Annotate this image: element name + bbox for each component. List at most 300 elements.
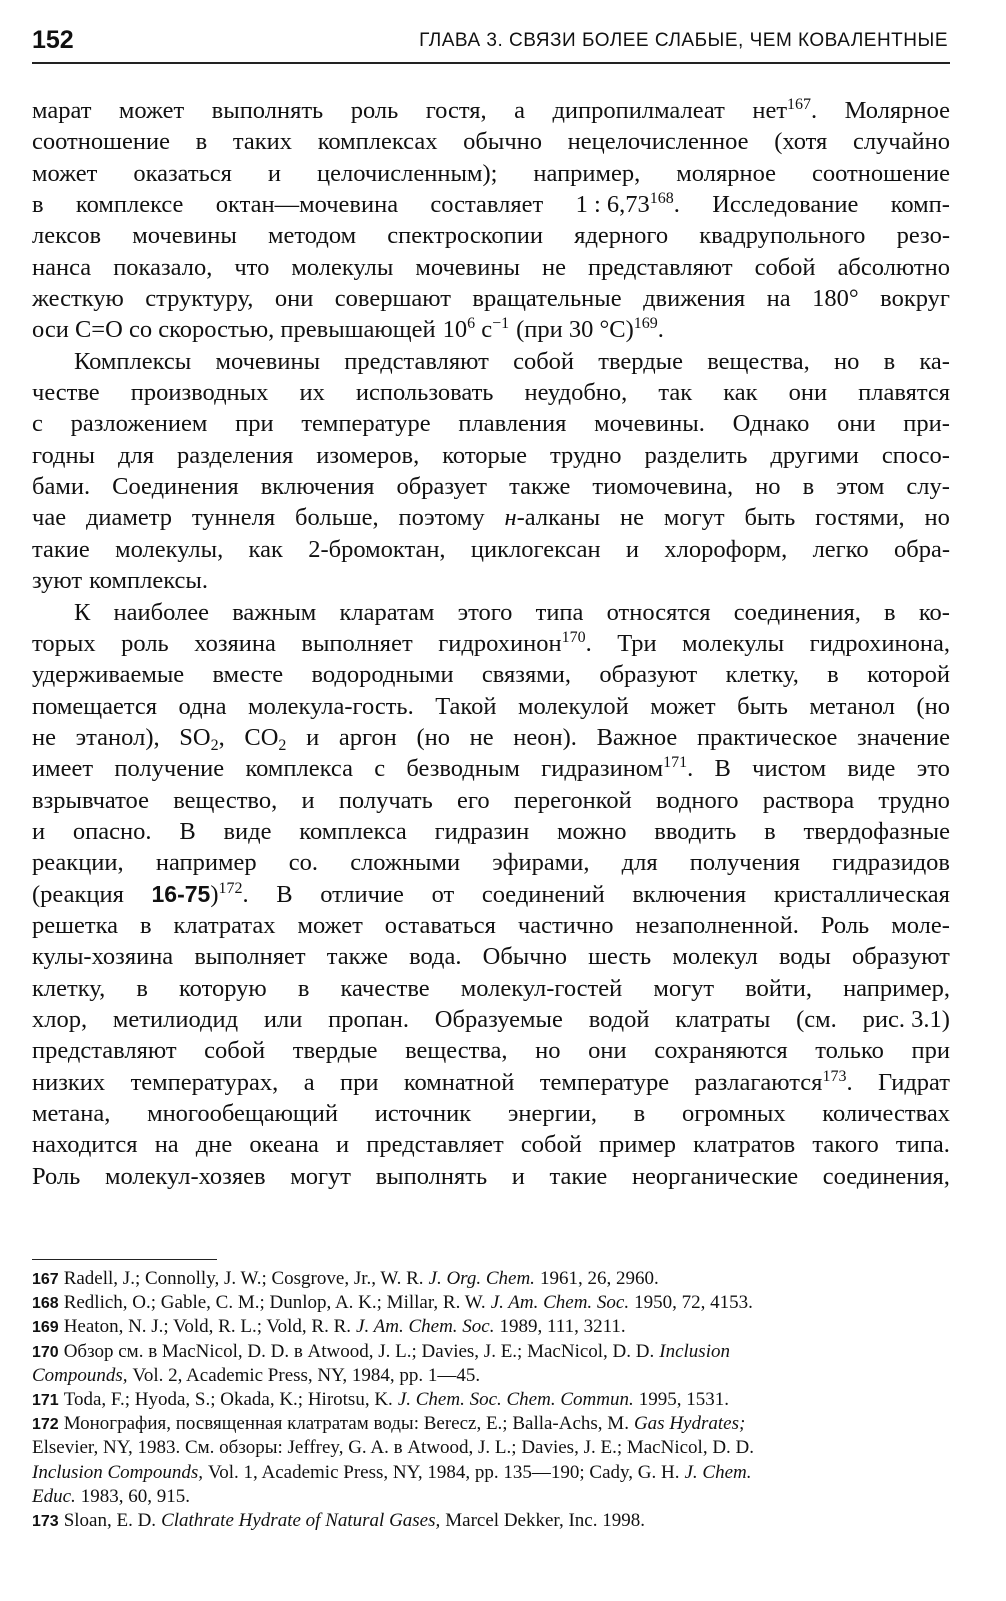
word: дипропилмалеат bbox=[552, 97, 725, 124]
power-span: $10^6$ $с^{-1}$ bbox=[442, 315, 510, 344]
word: клетку, bbox=[725, 661, 799, 689]
word: виде bbox=[223, 817, 272, 845]
word: (но bbox=[416, 723, 450, 751]
footnote-ref: 170 bbox=[561, 628, 586, 646]
word: включения bbox=[260, 473, 375, 501]
word: разделить bbox=[644, 441, 748, 469]
footnote-170-cont: Compounds, Vol. 2, Academic Press, NY, 1984, pp. 1—45. bbox=[32, 1364, 481, 1386]
word: такого bbox=[812, 1131, 879, 1159]
word: выполняет bbox=[194, 943, 306, 971]
condition-span: (при 30 °C)$^{169}$. bbox=[516, 315, 664, 344]
word: и bbox=[306, 723, 320, 751]
footnote-173: 173 Sloan, E. D. Clathrate Hydrate of Natural Gases, Marcel Dekker, Inc. 1998. bbox=[32, 1509, 645, 1531]
word: вода. bbox=[409, 943, 462, 971]
word: роль bbox=[121, 629, 169, 657]
word: они bbox=[588, 1037, 627, 1065]
word: оставаться bbox=[384, 911, 496, 939]
word: представляет bbox=[366, 1131, 504, 1159]
text-line bbox=[32, 252, 950, 283]
word: включения bbox=[632, 880, 747, 908]
word: удерживаемые bbox=[32, 661, 185, 689]
word: в bbox=[802, 473, 815, 501]
word: неудобно, bbox=[524, 379, 628, 407]
word: представляют bbox=[32, 1037, 177, 1065]
word: поэтому bbox=[398, 504, 485, 532]
word: или bbox=[263, 1005, 303, 1033]
word: чистом bbox=[752, 755, 827, 783]
word: мочевины bbox=[415, 253, 520, 281]
text-line bbox=[32, 220, 950, 251]
word: Гидрат bbox=[877, 1068, 950, 1096]
word: движения bbox=[643, 285, 746, 313]
word: трудно bbox=[878, 786, 950, 814]
word: также bbox=[509, 473, 571, 501]
word: важным bbox=[232, 598, 317, 626]
word: на bbox=[766, 285, 791, 313]
word: собой bbox=[754, 253, 816, 281]
word: в bbox=[633, 1100, 646, 1127]
text-line bbox=[32, 597, 950, 628]
word: слу- bbox=[906, 473, 950, 501]
word: но bbox=[833, 347, 860, 375]
word: легко bbox=[812, 535, 869, 563]
word: они bbox=[788, 379, 828, 407]
word: трудно bbox=[550, 441, 622, 469]
word: 1 : 6,73$^{168}$. bbox=[575, 190, 680, 219]
text-line bbox=[32, 816, 950, 847]
word: аргон bbox=[338, 723, 397, 751]
word: типа. bbox=[895, 1131, 950, 1159]
word: твердофазные bbox=[803, 817, 950, 845]
text-line bbox=[32, 847, 950, 878]
word: молекула-гость. bbox=[248, 692, 414, 720]
word: представляют bbox=[587, 253, 733, 281]
footnote-168: 168 Redlich, O.; Gable, C. M.; Dunlop, A. K.; Millar, R. W. J. Am. Chem. Soc. 1950, 72, 4153. bbox=[32, 1292, 753, 1314]
footnotes bbox=[32, 1267, 950, 1533]
footnote-171: 171 Toda, F.; Hyoda, S.; Okada, K.; Hirotsu, K. J. Chem. Soc. Chem. Commun. 1995, 1531. bbox=[32, 1388, 729, 1410]
word: молярное bbox=[676, 159, 776, 187]
word: находится bbox=[32, 1131, 138, 1159]
text-line bbox=[32, 189, 950, 220]
word: при bbox=[339, 1068, 379, 1096]
word: в bbox=[136, 974, 148, 1002]
word: ка- bbox=[919, 347, 950, 375]
text-line bbox=[32, 1098, 950, 1129]
text-line bbox=[32, 722, 950, 753]
word: Исследование bbox=[712, 191, 859, 219]
word: В bbox=[276, 880, 293, 908]
word: одна bbox=[178, 692, 227, 720]
word: что bbox=[234, 253, 270, 281]
footnote-172: 172 Монография, посвященная клатратам воды: Berecz, E.; Balla-Achs, M. Gas Hydrates; bbox=[32, 1413, 746, 1435]
word: имеет bbox=[32, 755, 94, 783]
word: октан—мочевина bbox=[215, 191, 399, 219]
text-line bbox=[32, 534, 950, 565]
word: не bbox=[32, 723, 56, 751]
word: 16-75)$^{172}$. bbox=[151, 879, 249, 908]
word: как bbox=[723, 379, 758, 407]
word: их bbox=[299, 379, 325, 407]
word: молекулой bbox=[517, 692, 629, 720]
word: это bbox=[916, 755, 950, 783]
word: дне bbox=[195, 1131, 233, 1159]
word: нецелочисленное bbox=[567, 128, 749, 156]
word: в bbox=[139, 911, 152, 939]
word: соединения, bbox=[733, 598, 861, 626]
word: только bbox=[815, 1037, 884, 1065]
word: жесткую bbox=[32, 285, 124, 313]
word: комплексах bbox=[317, 128, 438, 156]
footnote-172-cont: Elsevier, NY, 1983. См. обзоры: Jeffrey, G. A. в Atwood, J. L.; Davies, J. E.; MacNicol, D. D. bbox=[32, 1437, 755, 1459]
word: молекулы, bbox=[115, 535, 224, 563]
word: этом bbox=[836, 473, 885, 501]
word: пример bbox=[598, 1131, 677, 1159]
word: Соединения bbox=[112, 473, 239, 501]
word: для bbox=[118, 441, 154, 469]
word: К bbox=[74, 598, 91, 626]
text-line bbox=[32, 471, 950, 502]
word: больше, bbox=[294, 504, 379, 532]
word: как bbox=[248, 535, 283, 563]
word: вещества, bbox=[405, 1037, 508, 1065]
text-line bbox=[32, 1035, 950, 1066]
text-line bbox=[32, 95, 950, 126]
word: комнатной bbox=[403, 1068, 515, 1096]
word: абсолютно bbox=[837, 253, 950, 281]
footnote-ref: 168 bbox=[649, 190, 674, 208]
footnote-rule bbox=[32, 1259, 217, 1260]
word: зуют bbox=[32, 567, 83, 595]
word: войти, bbox=[745, 974, 812, 1002]
word: и bbox=[301, 786, 315, 814]
word: они bbox=[837, 410, 876, 438]
word: мочевины bbox=[132, 222, 237, 250]
word: и bbox=[32, 817, 46, 845]
word: температуре bbox=[301, 410, 431, 438]
text-line bbox=[32, 973, 950, 1004]
word: неон). bbox=[513, 723, 577, 751]
word: в bbox=[883, 347, 896, 375]
text-line bbox=[32, 753, 950, 784]
word: клатратов bbox=[693, 1131, 796, 1159]
word: Роль bbox=[820, 911, 870, 939]
word: твердые bbox=[292, 1037, 378, 1065]
word: составляет bbox=[430, 191, 544, 219]
footnote-ref: 167 bbox=[787, 96, 812, 113]
word: комп- bbox=[890, 191, 950, 219]
word: решетка bbox=[32, 911, 118, 939]
footnote-ref: 173 bbox=[822, 1067, 847, 1085]
word: хозяина bbox=[194, 629, 276, 657]
word: помещается bbox=[32, 692, 158, 720]
word: которые bbox=[442, 441, 528, 469]
word: лексов bbox=[32, 222, 102, 250]
word: а bbox=[303, 1068, 315, 1096]
footnote-167: 167 Radell, J.; Connolly, J. W.; Cosgrove, Jr., W. R. J. Org. Chem. 1961, 26, 2960. bbox=[32, 1268, 659, 1289]
word: образует bbox=[396, 473, 488, 501]
word: методом bbox=[268, 222, 357, 250]
word: можно bbox=[557, 817, 627, 845]
word: годны bbox=[32, 441, 96, 469]
word: также bbox=[326, 943, 388, 971]
word: при- bbox=[903, 410, 950, 438]
word: так bbox=[658, 379, 693, 407]
word: вводить bbox=[654, 817, 737, 845]
word: соединения, bbox=[822, 1162, 950, 1190]
word: например bbox=[155, 849, 257, 877]
word: молекул bbox=[672, 943, 758, 971]
word: сохраняются bbox=[654, 1037, 788, 1065]
word: н-алканы bbox=[504, 504, 601, 532]
word: 2-бромоктан, bbox=[308, 535, 446, 563]
word: собой bbox=[204, 1037, 266, 1065]
word: пропан. bbox=[328, 1005, 409, 1033]
word: разделения bbox=[176, 441, 294, 469]
word: квадрупольного bbox=[699, 222, 866, 250]
word: от bbox=[431, 880, 455, 908]
word: быть bbox=[744, 504, 796, 532]
word: водой bbox=[588, 1005, 650, 1033]
word: представляют bbox=[344, 347, 489, 375]
word: клаpатам bbox=[339, 598, 435, 626]
word: температуре bbox=[539, 1068, 670, 1096]
word: может bbox=[650, 692, 716, 720]
word: клетку, bbox=[32, 974, 106, 1002]
word: собой bbox=[520, 1131, 582, 1159]
word: хлор, bbox=[32, 1005, 88, 1033]
word: Такой bbox=[435, 692, 497, 720]
word: комплексы. bbox=[89, 567, 209, 595]
footnote-ref: 171 bbox=[663, 754, 688, 772]
word: качестве bbox=[340, 974, 430, 1002]
word: (реакция bbox=[32, 880, 124, 908]
text-line bbox=[32, 1161, 950, 1192]
word: кулы-хозяина bbox=[32, 943, 174, 971]
word: многообещающий bbox=[147, 1100, 339, 1127]
word: в bbox=[764, 817, 776, 845]
word: они bbox=[274, 285, 314, 313]
word: выполнять bbox=[211, 97, 324, 124]
word: этанол), bbox=[75, 723, 160, 751]
word: значение bbox=[857, 723, 950, 751]
text-line bbox=[32, 1004, 950, 1035]
word: Образуемые bbox=[434, 1005, 563, 1033]
word: мочевины. bbox=[594, 410, 705, 438]
word: спектроскопии bbox=[387, 222, 543, 250]
word: и bbox=[267, 159, 282, 187]
word: туннеля bbox=[191, 504, 276, 532]
word: вращательные bbox=[472, 285, 622, 313]
word: метана, bbox=[32, 1100, 111, 1127]
word: практическое bbox=[696, 723, 838, 751]
words-span: оси C=O со скоростью, превышающей bbox=[32, 316, 436, 344]
word: оказаться bbox=[133, 159, 232, 187]
word: огромных bbox=[681, 1100, 786, 1127]
page-number: 152 bbox=[32, 26, 74, 54]
word: структуру, bbox=[145, 285, 254, 313]
text-line bbox=[32, 408, 950, 439]
word: таких bbox=[232, 128, 293, 156]
word: (но bbox=[916, 692, 950, 720]
word: водного bbox=[656, 786, 739, 814]
word: (хотя bbox=[774, 128, 828, 156]
word: изомеров, bbox=[316, 441, 420, 469]
word: гостя, bbox=[425, 97, 487, 124]
word: реакции, bbox=[32, 849, 124, 877]
word: гидразин bbox=[434, 817, 530, 845]
word: его bbox=[457, 786, 490, 814]
word: моле- bbox=[891, 911, 950, 939]
word: в bbox=[827, 661, 839, 689]
word: разложением bbox=[70, 410, 208, 438]
word: вместе bbox=[212, 661, 284, 689]
word: получения bbox=[689, 849, 800, 877]
word: В bbox=[179, 817, 196, 845]
word: соотношение bbox=[32, 128, 170, 156]
word: ядерного bbox=[574, 222, 669, 250]
word: и bbox=[336, 1131, 350, 1159]
word: вещества, bbox=[707, 347, 810, 375]
word: чае bbox=[32, 504, 67, 532]
text-line bbox=[32, 565, 950, 596]
word: перегонкой bbox=[513, 786, 632, 814]
word: быть bbox=[737, 692, 788, 720]
word: в bbox=[297, 974, 310, 1002]
word: например, bbox=[843, 974, 950, 1002]
text-line bbox=[32, 346, 950, 377]
word: совершают bbox=[334, 285, 451, 313]
word: диаметр bbox=[85, 504, 173, 532]
word: на bbox=[154, 1131, 179, 1159]
text-line bbox=[32, 440, 950, 471]
word: отличие bbox=[320, 880, 404, 908]
word: может bbox=[32, 159, 98, 187]
word: 180° bbox=[812, 285, 859, 313]
text-line bbox=[32, 1067, 950, 1098]
word: но bbox=[924, 504, 950, 532]
main-text bbox=[32, 95, 950, 1192]
word: молекул-гостей bbox=[460, 974, 623, 1002]
word: с bbox=[32, 410, 43, 438]
word: в bbox=[195, 128, 208, 156]
word: которой bbox=[867, 661, 950, 689]
word: сложными bbox=[350, 849, 461, 877]
word: типа bbox=[535, 598, 584, 626]
word: Роль bbox=[32, 1162, 81, 1190]
word: безводным bbox=[406, 755, 520, 783]
footnote-172-cont: Inclusion Compounds, Vol. 1, Academic Press, NY, 1984, pp. 135—190; Cady, G. H. J. Chem. bbox=[32, 1461, 752, 1483]
text-line bbox=[32, 941, 950, 972]
word: которую bbox=[179, 974, 267, 1002]
word: гостями, bbox=[815, 504, 905, 532]
word: $SO_2$, bbox=[179, 723, 225, 754]
word: не bbox=[541, 253, 566, 281]
word: вокруг bbox=[880, 285, 950, 313]
word: комплекса bbox=[299, 817, 407, 845]
text-line bbox=[32, 785, 950, 816]
word: неорганические bbox=[631, 1162, 799, 1190]
word: клатратах bbox=[173, 911, 276, 939]
word: в bbox=[884, 598, 896, 626]
word: воды bbox=[778, 943, 831, 971]
text-line bbox=[32, 158, 950, 189]
word: относятся bbox=[606, 598, 711, 626]
word: Молярное bbox=[844, 97, 950, 124]
word: не bbox=[469, 723, 494, 751]
word: марат bbox=[32, 97, 92, 124]
word: при bbox=[235, 410, 274, 438]
word: получать bbox=[338, 786, 433, 814]
word: нанса bbox=[32, 253, 92, 281]
word: плавления bbox=[458, 410, 567, 438]
word: гидразидов bbox=[832, 849, 950, 877]
word: целочисленным); bbox=[317, 159, 498, 187]
word: океана bbox=[249, 1131, 319, 1159]
text-line bbox=[32, 314, 950, 345]
word: комплексе bbox=[75, 191, 184, 219]
word: гидразином$^{171}$. bbox=[541, 754, 694, 783]
word: частично bbox=[517, 911, 614, 939]
text-line bbox=[32, 283, 950, 314]
word: взрывчатое bbox=[32, 786, 149, 814]
word: энергии, bbox=[507, 1100, 597, 1127]
word: Важное bbox=[596, 723, 678, 751]
word: молекул-хозяев bbox=[104, 1162, 266, 1190]
word: незаполненной. bbox=[635, 911, 799, 939]
word: получение bbox=[114, 755, 225, 783]
word: случайно bbox=[852, 128, 950, 156]
word: Комплексы bbox=[74, 347, 192, 375]
word: соединений bbox=[481, 880, 605, 908]
word: образуют bbox=[851, 943, 950, 971]
word: могут bbox=[663, 504, 725, 532]
word: кристаллическая bbox=[773, 880, 950, 908]
word: опасно. bbox=[72, 817, 152, 845]
word: температурах, bbox=[130, 1068, 279, 1096]
word: гидрохинон$^{170}$. bbox=[438, 628, 592, 657]
page-header bbox=[32, 24, 950, 64]
word: молекулы bbox=[682, 629, 785, 657]
word: а bbox=[514, 97, 525, 124]
word: при bbox=[911, 1037, 950, 1065]
word: комплекса bbox=[245, 755, 353, 783]
text-line bbox=[32, 502, 950, 533]
word: с bbox=[374, 755, 386, 783]
word: может bbox=[297, 911, 363, 939]
word: мочевины bbox=[215, 347, 321, 375]
word: спосо- bbox=[881, 441, 950, 469]
word: эфирами, bbox=[492, 849, 590, 877]
word: гидрохинона, bbox=[809, 629, 950, 657]
word: хлороформ, bbox=[664, 535, 788, 563]
word: такие bbox=[549, 1162, 608, 1190]
word: связями, bbox=[481, 661, 571, 689]
word: водородными bbox=[311, 661, 454, 689]
word: виде bbox=[847, 755, 896, 783]
word: $CO_2$ bbox=[244, 723, 287, 754]
word: обычно bbox=[463, 128, 542, 156]
word: показало, bbox=[113, 253, 213, 281]
word: тиомочевина, bbox=[592, 473, 734, 501]
word: соотношение bbox=[811, 159, 950, 187]
word: наиболее bbox=[113, 598, 209, 626]
word: другими bbox=[770, 441, 859, 469]
word: вещество, bbox=[173, 786, 278, 814]
word: твердые bbox=[598, 347, 684, 375]
text-line bbox=[32, 659, 950, 690]
word: клатраты bbox=[675, 1005, 771, 1033]
word: этого bbox=[457, 598, 513, 626]
